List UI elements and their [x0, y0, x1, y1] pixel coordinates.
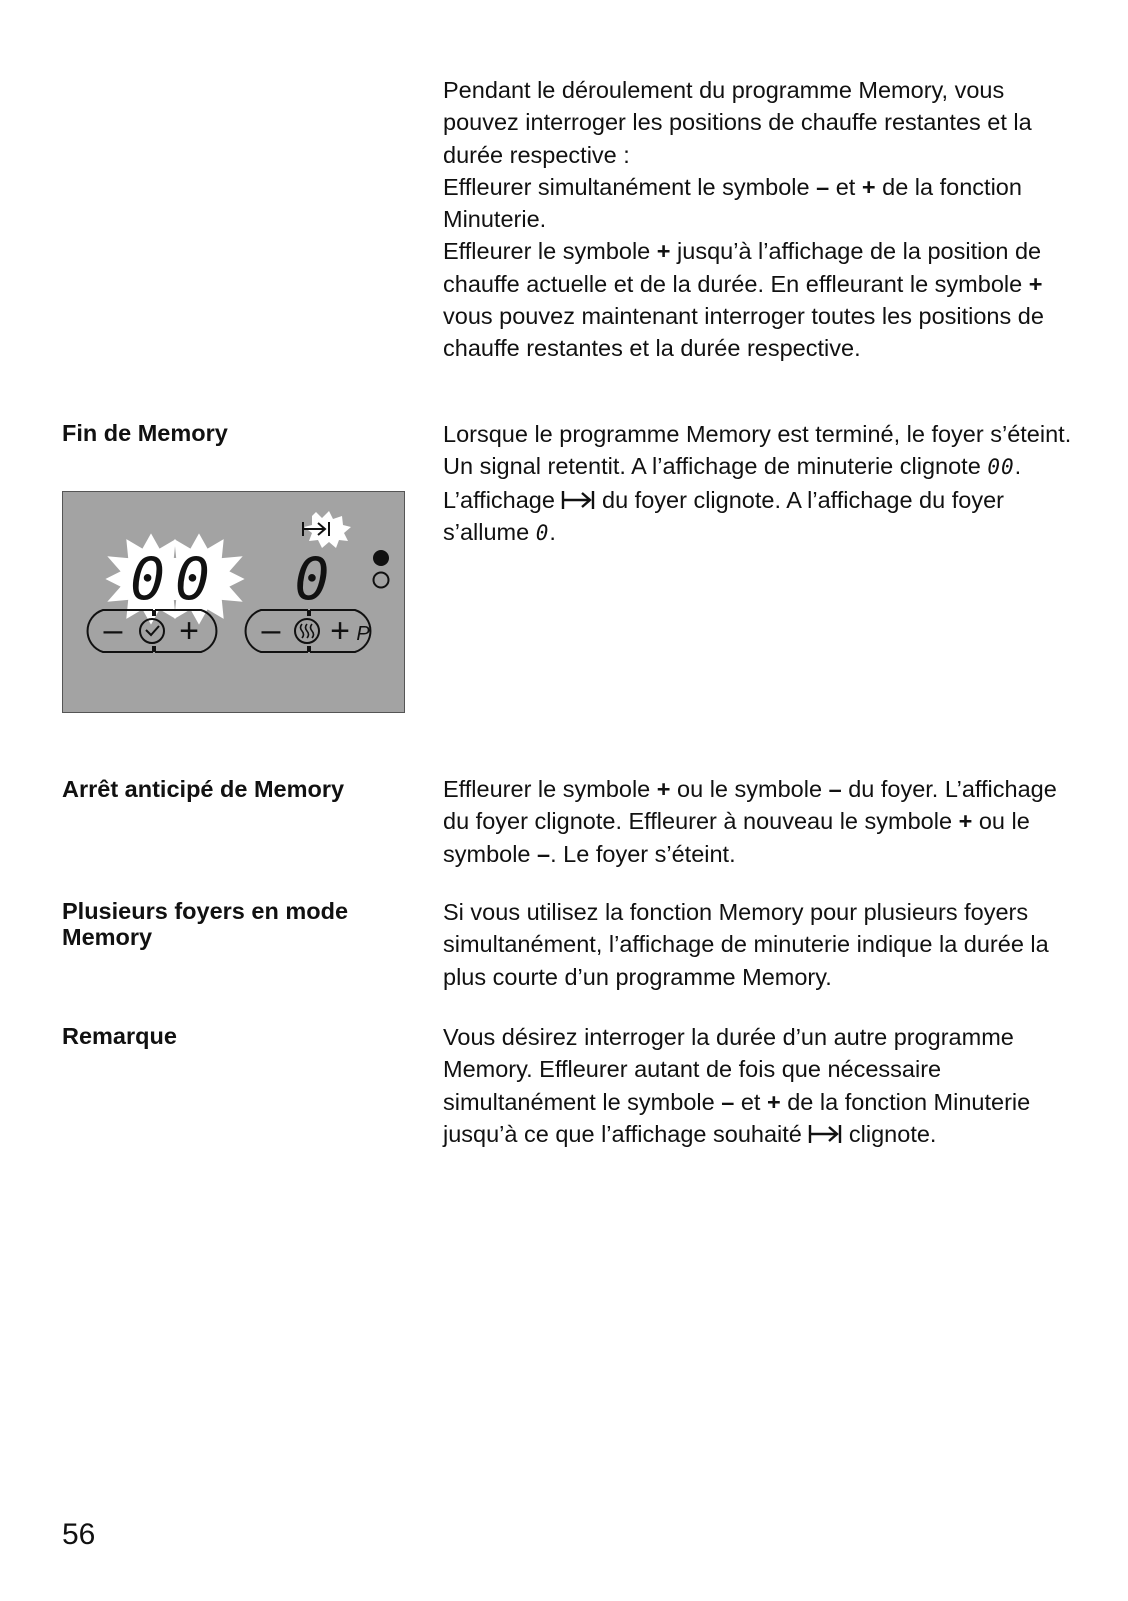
minus-symbol: – — [828, 776, 842, 802]
plus-symbol: + — [958, 808, 973, 835]
plus-symbol: + — [656, 776, 671, 802]
timer-minus-button[interactable]: – — [103, 611, 123, 649]
p-label: P — [356, 623, 370, 645]
intro-paragraph-3: Effleurer le symbole + jusqu’à l’affichage de la position de chauffe actuelle et de la durée. En effleurant le symbole + vous pouvez maintenant interroger toutes les positions de chauffe restantes et la durée respective. — [443, 238, 1044, 362]
plus-symbol: + — [656, 238, 671, 265]
minus-symbol: – — [537, 840, 551, 867]
timer-display: 00 — [130, 545, 220, 613]
heading-fin-de-memory: Fin de Memory — [62, 420, 228, 446]
flashing-arrow-to-bar-icon — [303, 511, 351, 548]
remarque-text: Vous désirez interroger la durée d’un autre programme Memory. Effleurer autant de fois que nécessaire simultanément le symbole – et + de la fonction Minuterie jusqu’à ce que l’affichage souhaité clignote. — [443, 1021, 1083, 1150]
plusieurs-foyers-text: Si vous utilisez la fonction Memory pour plusieurs foyers simultanément, l’affichage de minuterie indique la durée la plus courte d’un programme Memory. — [443, 899, 1049, 990]
plus-symbol: + — [861, 173, 876, 200]
heading-arret-anticipe: Arrêt anticipé de Memory — [62, 776, 345, 802]
heading-plusieurs-foyers: Plusieurs foyers en mode Memory — [62, 898, 349, 950]
arrow-to-bar-icon — [561, 484, 595, 516]
arret-anticipe-text: Effleurer le symbole + ou le symbole – du foyer. L’affichage du foyer clignote. Effleurer à nouveau le symbole + ou le symbole –. Le foyer s’éteint. — [443, 776, 1057, 867]
control-panel-illustration — [62, 491, 405, 713]
plus-symbol: + — [1028, 270, 1043, 297]
hollow-dot-icon — [374, 573, 389, 588]
intro-text — [443, 74, 1083, 365]
zone-display-glyph: 0 — [535, 520, 550, 545]
minus-symbol: – — [721, 1088, 735, 1115]
filled-dot-icon — [373, 550, 389, 566]
fin-de-memory-text: Lorsque le programme Memory est terminé, le foyer s’éteint. Un signal retentit. A l’affichage de minuterie clignote 00. L’affichage du foyer clignote. A l’affichage du foyer s’allume 0. — [443, 421, 1072, 545]
plus-symbol: + — [766, 1088, 781, 1115]
arrow-to-bar-icon — [808, 1118, 842, 1150]
timer-display-glyph: 00 — [987, 455, 1015, 480]
minus-symbol: – — [816, 173, 830, 200]
timer-plus-button[interactable]: + — [179, 612, 199, 650]
heading-remarque: Remarque — [62, 1023, 177, 1049]
intro-paragraph-2: Effleurer simultanément le symbole – et + de la fonction Minuterie. — [443, 173, 1022, 233]
heat-waves-icon — [295, 619, 319, 643]
zone-plus-button[interactable]: + — [330, 612, 350, 650]
zone-display: 0 — [294, 545, 330, 613]
intro-paragraph-1: Pendant le déroulement du programme Memory, vous pouvez interroger les positions de chauffe restantes et la durée respective : — [443, 77, 1032, 168]
page-number: 56 — [62, 1518, 96, 1551]
zone-minus-button[interactable]: – — [261, 611, 281, 649]
